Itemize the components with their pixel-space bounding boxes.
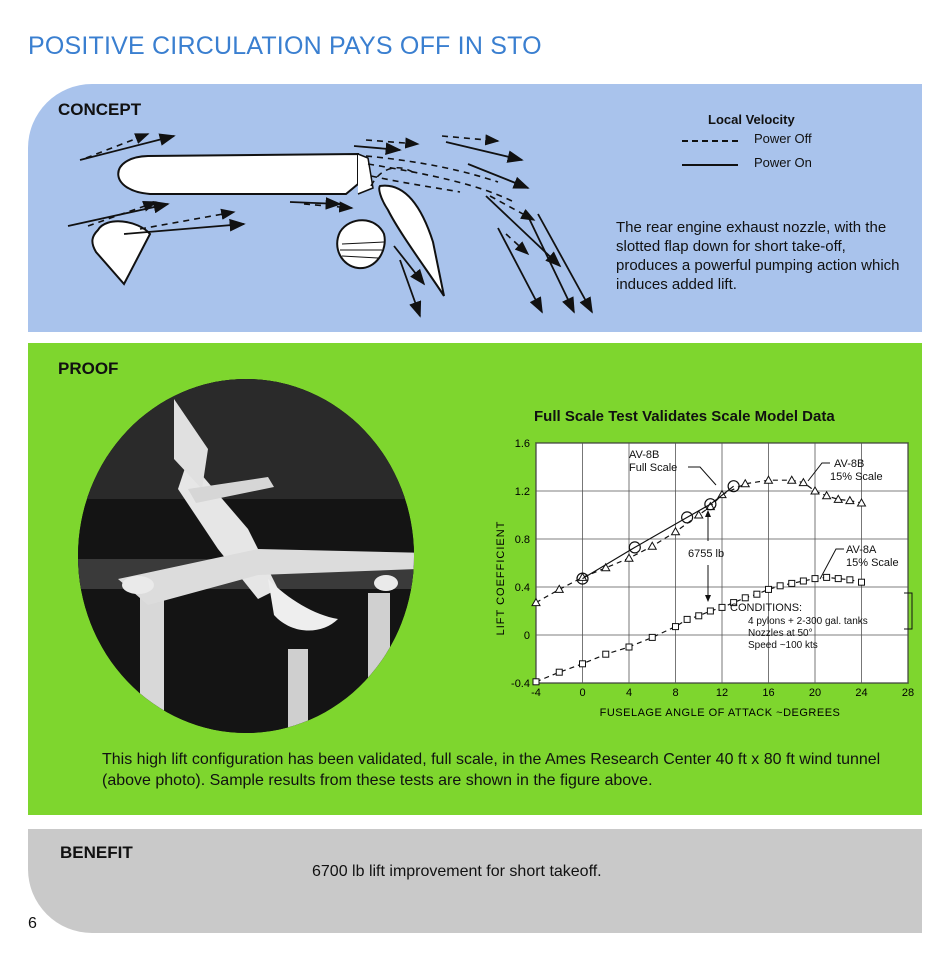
page-number: 6 xyxy=(28,915,37,932)
chart-point-square xyxy=(824,574,830,580)
chart-point-square xyxy=(766,586,772,592)
chart-y-tick-label: 0.4 xyxy=(514,582,530,594)
chart-y-tick-label: 1.2 xyxy=(514,486,530,498)
dashed-line-swatch xyxy=(682,140,738,142)
chart-x-tick-label: 28 xyxy=(901,687,914,699)
chart-x-tick-label: 4 xyxy=(625,687,633,699)
legend-power-on-label: Power On xyxy=(754,155,812,170)
chart-x-label: FUSELAGE ANGLE OF ATTACK ~DEGREES xyxy=(599,707,841,719)
chart-x-tick-label: 12 xyxy=(715,687,729,699)
chart-x-tick-label: -4 xyxy=(531,687,541,699)
legend-power-on xyxy=(682,155,842,175)
chart-point-square xyxy=(673,624,679,630)
wing-body-shape xyxy=(118,154,358,194)
proof-description: This high lift configuration has been validated, full scale, in the Ames Research Center 40 ft x 80 ft wind tunnel (above photo). Sample results from these tests are shown in the figure above. xyxy=(102,751,881,789)
aircraft-model-illustration xyxy=(78,379,414,733)
chart-point-square xyxy=(859,579,865,585)
chart-point-square xyxy=(812,576,818,582)
solid-line-swatch xyxy=(682,164,738,166)
chart-point-square xyxy=(684,616,690,622)
chart-point-square xyxy=(719,604,725,610)
conditions-line-2: Nozzles at 50° xyxy=(748,628,813,639)
annotation-av8b-full-sub: Full Scale xyxy=(629,462,678,474)
chart-point-square xyxy=(649,634,655,640)
chart-y-label: LIFT COEFFICIENT xyxy=(495,520,507,636)
concept-heading: CONCEPT xyxy=(58,100,142,119)
chart-point-square xyxy=(626,644,632,650)
chart-y-tick-label: 1.6 xyxy=(514,438,530,450)
annotation-av8b-full-label: AV-8B xyxy=(629,449,660,461)
chart-point-square xyxy=(580,661,586,667)
chart-point-square xyxy=(696,613,702,619)
proof-panel xyxy=(28,343,922,815)
chart-point-square xyxy=(847,577,853,583)
chart-x-tick-label: 0 xyxy=(579,687,586,699)
annotation-av8a-sub: 15% Scale xyxy=(846,557,899,569)
benefit-heading: BENEFIT xyxy=(60,843,133,862)
chart-y-tick-label: 0.8 xyxy=(514,534,530,546)
wind-tunnel-photo xyxy=(78,379,414,733)
chart-x-tick-label: 24 xyxy=(855,687,868,699)
lift-coefficient-chart xyxy=(464,433,914,723)
velocity-legend xyxy=(682,112,842,175)
page-title: POSITIVE CIRCULATION PAYS OFF IN STO xyxy=(28,32,542,60)
proof-heading: PROOF xyxy=(58,359,119,378)
legend-power-off xyxy=(682,131,842,151)
chart-point-square xyxy=(789,580,795,586)
concept-description: The rear engine exhaust nozzle, with the slotted flap down for short take-off, produces a powerful pumping action which induces added lift. xyxy=(616,219,900,293)
concept-panel xyxy=(28,84,922,332)
chart-point-square xyxy=(835,576,841,582)
chart-x-tick-label: 8 xyxy=(672,687,679,699)
chart-point-square xyxy=(707,608,713,614)
chart-point-square xyxy=(777,583,783,589)
chart-y-tick-label: 0 xyxy=(523,630,530,642)
chart-point-square xyxy=(754,591,760,597)
chart-y-tick-label: -0.4 xyxy=(511,678,530,690)
benefit-text: 6700 lb lift improvement for short takeoff. xyxy=(312,863,602,880)
annotation-av8a-label: AV-8A xyxy=(846,544,877,556)
conditions-line-1: 4 pylons + 2-300 gal. tanks xyxy=(748,616,868,627)
chart-x-tick-label: 16 xyxy=(762,687,775,699)
chart-point-square xyxy=(603,651,609,657)
annotation-av8b-scale-sub: 15% Scale xyxy=(830,471,883,483)
flap-shape xyxy=(379,186,444,296)
chart-point-square xyxy=(556,669,562,675)
conditions-line-3: Speed ~100 kts xyxy=(748,640,818,651)
chart-point-square xyxy=(800,578,806,584)
chart-point-square xyxy=(533,679,539,685)
chart-point-square xyxy=(742,595,748,601)
intake-left-shape xyxy=(92,221,150,284)
legend-power-off-label: Power Off xyxy=(754,131,812,146)
annotation-lift-delta-label: 6755 lb xyxy=(688,548,725,560)
benefit-panel xyxy=(28,829,922,933)
chart-title: Full Scale Test Validates Scale Model Data xyxy=(534,408,835,425)
conditions-heading: CONDITIONS: xyxy=(730,602,803,614)
legend-title: Local Velocity xyxy=(708,112,795,127)
annotation-av8b-scale-label: AV-8B xyxy=(834,458,865,470)
chart-x-tick-label: 20 xyxy=(808,687,822,699)
